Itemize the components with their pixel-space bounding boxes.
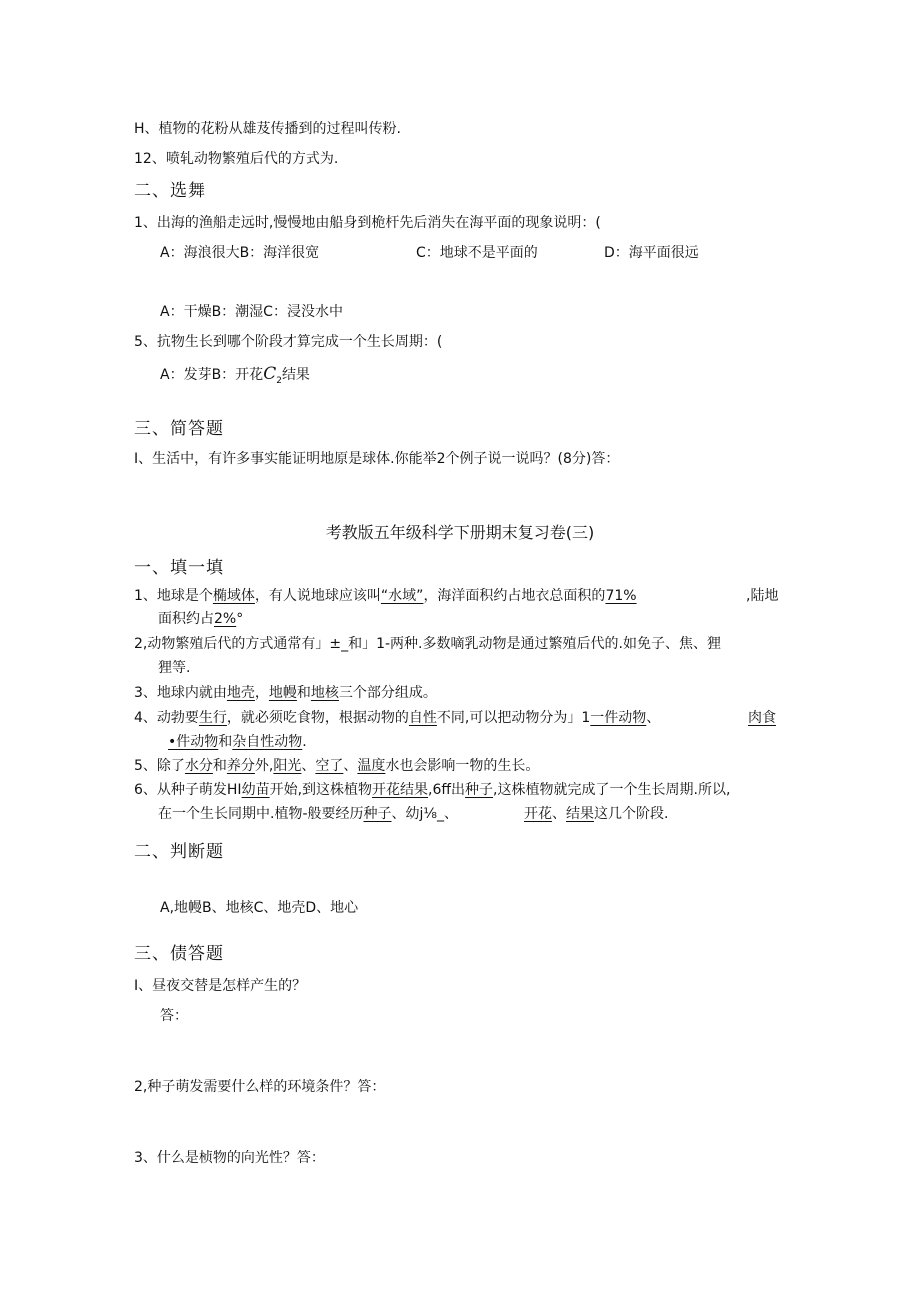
fill-1-line-2 <box>158 611 243 629</box>
fill-2-line-2: 狸等. <box>158 660 191 676</box>
fill-5-answer-3: 阳光 <box>273 758 302 774</box>
choice-5-option-c-sub: 2 <box>276 375 282 386</box>
fill-5-answer-1: 水分 <box>184 758 213 774</box>
fill-1-text-d: ,陆地 <box>746 588 779 604</box>
fill-6-answer-3: 种子 <box>465 782 494 798</box>
fill-6-text-d: ,这株植物就完成了一个生长周期.所以, <box>493 782 731 798</box>
fill-4-text-a: 4、动勃要 <box>134 710 199 726</box>
fill-6-line-1 <box>134 782 730 800</box>
fill-6-answer-2: 开花结果 <box>372 782 429 798</box>
fill-3-line <box>134 685 437 703</box>
fill-4-answer-2: 自性 <box>408 710 437 726</box>
fill-3-text-b: ， <box>254 685 269 701</box>
choice-5-stem: 5、抗物生长到哪个阶段才算完成一个生长周期：( <box>134 334 443 350</box>
fill-4-line-2 <box>168 734 307 752</box>
choice-1-stem: 1、出海的渔船走远时,慢慢地由船身到桅杆先后消失在海平面的现象说明：( <box>134 215 601 231</box>
short-2-question-3: 3、什么是桢物的向光性？答： <box>134 1150 325 1166</box>
fill-1-answer-3: 71% <box>605 588 637 604</box>
fill-6-line-2 <box>158 806 458 824</box>
section-title-choice: 二、选舞 <box>134 181 206 201</box>
fill-6-line-2-tail <box>524 806 668 824</box>
fill-3-text-a: 3、地球内就由 <box>134 685 227 701</box>
short-2-answer-1-label: 答： <box>160 1008 188 1024</box>
fill-6-text-c: ,6ff出 <box>428 782 466 798</box>
fill-1-text-f: ° <box>236 611 244 627</box>
fill-5-line <box>134 758 539 776</box>
fill-6-answer-4: 种子 <box>363 806 392 822</box>
choice-5-options <box>160 364 310 387</box>
fill-4-text-d: 、 <box>646 710 661 726</box>
fill-2-line-1: 2,动物繁殖后代的方式通常有」±_和」1-两种.多数嘀乳动物是通过繁殖后代的.如免子、焦、狸 <box>134 636 721 652</box>
fill-6-text-h: 这几个阶段. <box>594 806 669 822</box>
fill-6-text-e: 在一个生长同期中.植物-般要经历 <box>158 806 364 822</box>
section-title-short-2: 三、债答题 <box>134 944 224 964</box>
fill-5-text-a: 5、除了 <box>134 758 185 774</box>
fill-3-answer-2: 地幔 <box>268 685 297 701</box>
fill-5-answer-5: 温度 <box>357 758 386 774</box>
fill-4-answer-3: 一件动物 <box>590 710 647 726</box>
fill-1-answer-2: “水域” <box>380 588 424 604</box>
choice-1-option-c: C：地球不是平面的 <box>416 245 538 261</box>
fill-5-answer-2: 养分 <box>226 758 255 774</box>
fill-5-text-d: 、 <box>301 758 316 774</box>
fill-6-answer-5: 开花 <box>524 806 552 822</box>
fill-3-text-d: 三个部分组成。 <box>338 685 437 701</box>
short-2-question-2: 2,种子萌发需要什么样的环境条件？答： <box>134 1079 386 1095</box>
fill-4-answer-1: 生行 <box>198 710 227 726</box>
question-11: H、植物的花粉从雄芨传播到的过程叫传粉. <box>134 121 401 137</box>
fill-1-text-a: 1、地球是个 <box>134 588 213 604</box>
fill-6-answer-6: 结果 <box>566 806 594 822</box>
fill-4-text-c: 不同,可以把动物分为」1 <box>436 710 591 726</box>
fill-1-answer-1: 椭域体 <box>212 588 255 604</box>
fill-4-text-f: 和 <box>218 734 233 750</box>
fill-6-text-a: 6、从种子萌发HI <box>134 782 242 798</box>
fill-4-answer-4-wrap <box>748 710 776 728</box>
fill-5-text-e: 、 <box>343 758 358 774</box>
paper-title: 考教版五年级科学下册期末复习卷(三) <box>325 523 595 542</box>
fill-4-text-e: •件动物 <box>168 734 219 750</box>
section-title-judge: 二、判断题 <box>134 842 224 862</box>
choice-1-options-ab: A：海浪很大B：海洋很宽 <box>160 245 320 261</box>
fill-5-text-b: 和 <box>212 758 227 774</box>
section-title-short: 三、简答题 <box>134 419 224 439</box>
fill-3-answer-1: 地壳 <box>226 685 255 701</box>
fill-1-answer-4: 2% <box>214 611 237 627</box>
fill-1-text-b: ，有人说地球应该叫 <box>254 588 381 604</box>
fill-5-text-f: 水也会影响一物的生长。 <box>385 758 540 774</box>
fill-4-text-b: ，就必须吃食物，根据动物的 <box>226 710 409 726</box>
fill-3-text-c: 和 <box>296 685 311 701</box>
fill-6-text-g: 、 <box>552 806 566 822</box>
fill-4-text-g: . <box>302 734 307 750</box>
section-title-fill: 一、填一填 <box>134 558 224 578</box>
fill-6-text-f: 、幼j⅛_、 <box>391 806 458 822</box>
short-2-question-1: I、昼夜交替是怎样产生的？ <box>134 978 307 994</box>
choice-1-option-d: D：海平面很远 <box>604 245 699 261</box>
fill-6-answer-1: 幼苗 <box>241 782 270 798</box>
fill-1-text-e: 面积约占 <box>158 611 214 627</box>
fill-4-line-1 <box>134 710 660 728</box>
fill-4-answer-5: 杂自性动物 <box>232 734 303 750</box>
fill-5-text-c: 外, <box>254 758 274 774</box>
fill-5-answer-4: 空了 <box>315 758 344 774</box>
choice-5-option-c-letter: C <box>263 364 277 384</box>
fill-3-answer-3: 地核 <box>310 685 339 701</box>
question-12: 12、喷轧动物繁殖后代的方式为. <box>134 151 339 167</box>
fill-1-line-1 <box>134 588 637 606</box>
fill-1-text-c: ，海洋面积约占地衣总面积的 <box>423 588 606 604</box>
choice-5-options-ab: A：发芽B：开花 <box>160 367 264 383</box>
fill-4-answer-4: 肉食 <box>748 710 776 726</box>
choice-options-dry: A：干燥B：潮湿C：浸没水中 <box>160 304 343 320</box>
choice-5-option-c-text: 结果 <box>281 367 310 383</box>
fill-6-text-b: 开始,到这株植物 <box>269 782 373 798</box>
short-question-1: I、生活中，有许多事实能证明地原是球体.你能举2个例子说一说吗？(8分)答： <box>134 451 620 467</box>
judge-options: A,地幔B、地核C、地壳D、地心 <box>160 900 359 916</box>
